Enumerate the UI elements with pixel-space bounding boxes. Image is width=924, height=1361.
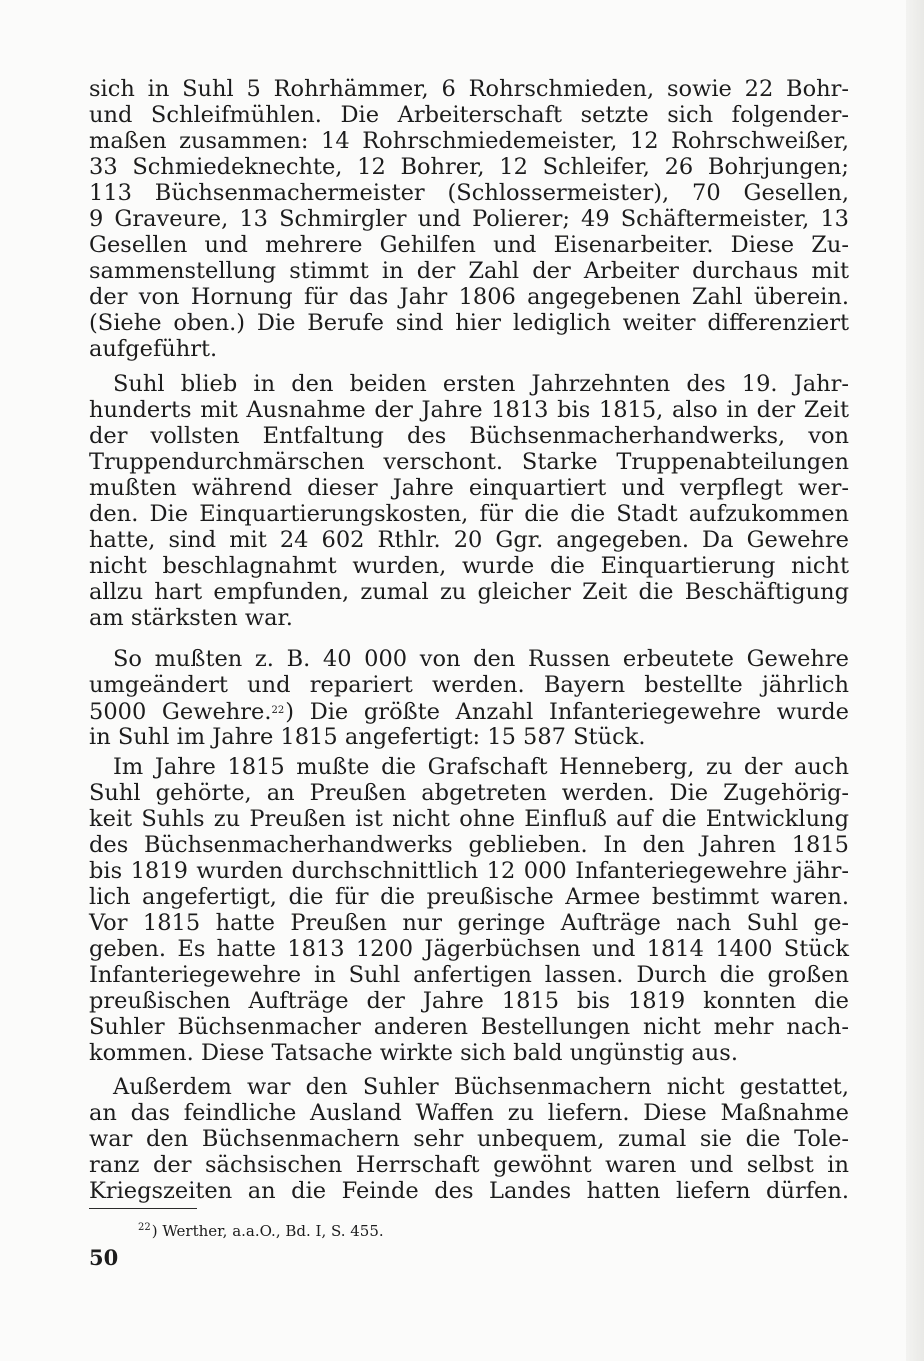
text-line: am stärksten war. bbox=[89, 605, 293, 631]
text-line: aufgeführt. bbox=[89, 336, 218, 362]
text-line: bis 1819 wurden durchschnittlich 12 000 Infanteriegewehre jähr- bbox=[89, 858, 849, 884]
text-line: des Büchsenmacherhandwerks geblieben. In den Jahren 1815 bbox=[89, 832, 849, 858]
text-line: kommen. Diese Tatsache wirkte sich bald ungünstig aus. bbox=[89, 1040, 738, 1066]
text-line: maßen zusammen: 14 Rohrschmiedemeister, 12 Rohrschweißer, bbox=[89, 128, 849, 154]
text-line: der vollsten Entfaltung des Büchsenmacherhandwerks, von bbox=[89, 423, 849, 449]
text-line: preußischen Aufträge der Jahre 1815 bis 1819 konnten die bbox=[89, 988, 849, 1014]
footnote-reference: 22 bbox=[271, 705, 285, 716]
text-fragment: ) Die größte Anzahl Infanteriegewehre wurde bbox=[285, 699, 849, 725]
text-line: keit Suhls zu Preußen ist nicht ohne Einfluß auf die Entwicklung bbox=[89, 806, 849, 832]
text-line: Außerdem war den Suhler Büchsenmachern nicht gestattet, bbox=[113, 1074, 849, 1100]
text-line: geben. Es hatte 1813 1200 Jägerbüchsen und 1814 1400 Stück bbox=[89, 936, 849, 962]
footnote-text: ) Werther, a.a.O., Bd. I, S. 455. bbox=[151, 1222, 384, 1240]
text-line: sich in Suhl 5 Rohrhämmer, 6 Rohrschmieden, sowie 22 Bohr- bbox=[89, 76, 849, 102]
text-line: an das feindliche Ausland Waffen zu liefern. Diese Maßnahme bbox=[89, 1100, 849, 1126]
text-line: in Suhl im Jahre 1815 angefertigt: 15 587 Stück. bbox=[89, 724, 646, 750]
text-line: hatte, sind mit 24 602 Rthlr. 20 Ggr. angegeben. Da Gewehre bbox=[89, 527, 849, 553]
text-line: und Schleifmühlen. Die Arbeiterschaft setzte sich folgender- bbox=[89, 102, 849, 128]
text-line: 113 Büchsenmachermeister (Schlossermeister), 70 Gesellen, bbox=[89, 180, 849, 206]
page-number: 50 bbox=[89, 1245, 119, 1270]
text-line: der von Hornung für das Jahr 1806 angegebenen Zahl überein. bbox=[89, 284, 849, 310]
text-line: Suhl blieb in den beiden ersten Jahrzehnten des 19. Jahr- bbox=[113, 371, 849, 397]
text-line: 33 Schmiedeknechte, 12 Bohrer, 12 Schleifer, 26 Bohrjungen; bbox=[89, 154, 849, 180]
text-line: Vor 1815 hatte Preußen nur geringe Aufträge nach Suhl ge- bbox=[89, 910, 849, 936]
text-line: Suhl gehörte, an Preußen abgetreten werden. Die Zugehörig- bbox=[89, 780, 849, 806]
page-edge-shadow bbox=[906, 0, 924, 1361]
text-line: den. Die Einquartierungskosten, für die die Stadt aufzukommen bbox=[89, 501, 849, 527]
text-fragment: 5000 Gewehre. bbox=[89, 699, 272, 725]
text-line: Infanteriegewehre in Suhl anfertigen lassen. Durch die großen bbox=[89, 962, 849, 988]
footnote-mark: 22 bbox=[138, 1222, 151, 1233]
text-line: (Siehe oben.) Die Berufe sind hier lediglich weiter differenziert bbox=[89, 310, 849, 336]
text-line: So mußten z. B. 40 000 von den Russen erbeutete Gewehre bbox=[113, 646, 849, 672]
text-line: hunderts mit Ausnahme der Jahre 1813 bis 1815, also in der Zeit bbox=[89, 397, 849, 423]
text-line: Kriegszeiten an die Feinde des Landes hatten liefern dürfen. bbox=[89, 1178, 849, 1204]
text-line: Gesellen und mehrere Gehilfen und Eisenarbeiter. Diese Zu- bbox=[89, 232, 849, 258]
text-line-with-footnote-ref bbox=[89, 698, 849, 724]
text-line: Suhler Büchsenmacher anderen Bestellungen nicht mehr nach- bbox=[89, 1014, 849, 1040]
text-line: war den Büchsenmachern sehr unbequem, zumal sie die Tole- bbox=[89, 1126, 849, 1152]
text-line: ranz der sächsischen Herrschaft gewöhnt waren und selbst in bbox=[89, 1152, 849, 1178]
text-line: allzu hart empfunden, zumal zu gleicher Zeit die Beschäftigung bbox=[89, 579, 849, 605]
text-line: Truppendurchmärschen verschont. Starke Truppenabteilungen bbox=[89, 449, 849, 475]
text-line: mußten während dieser Jahre einquartiert und verpflegt wer- bbox=[89, 475, 849, 501]
text-line: umgeändert und repariert werden. Bayern bestellte jährlich bbox=[89, 672, 849, 698]
text-line: 9 Graveure, 13 Schmirgler und Polierer; 49 Schäftermeister, 13 bbox=[89, 206, 849, 232]
text-line: lich angefertigt, die für die preußische Armee bestimmt waren. bbox=[89, 884, 849, 910]
text-line: nicht beschlagnahmt wurden, wurde die Einquartierung nicht bbox=[89, 553, 849, 579]
text-line: sammenstellung stimmt in der Zahl der Arbeiter durchaus mit bbox=[89, 258, 849, 284]
footnote bbox=[138, 1218, 384, 1241]
footnote-divider bbox=[89, 1208, 197, 1209]
text-line: Im Jahre 1815 mußte die Grafschaft Henneberg, zu der auch bbox=[113, 754, 849, 780]
